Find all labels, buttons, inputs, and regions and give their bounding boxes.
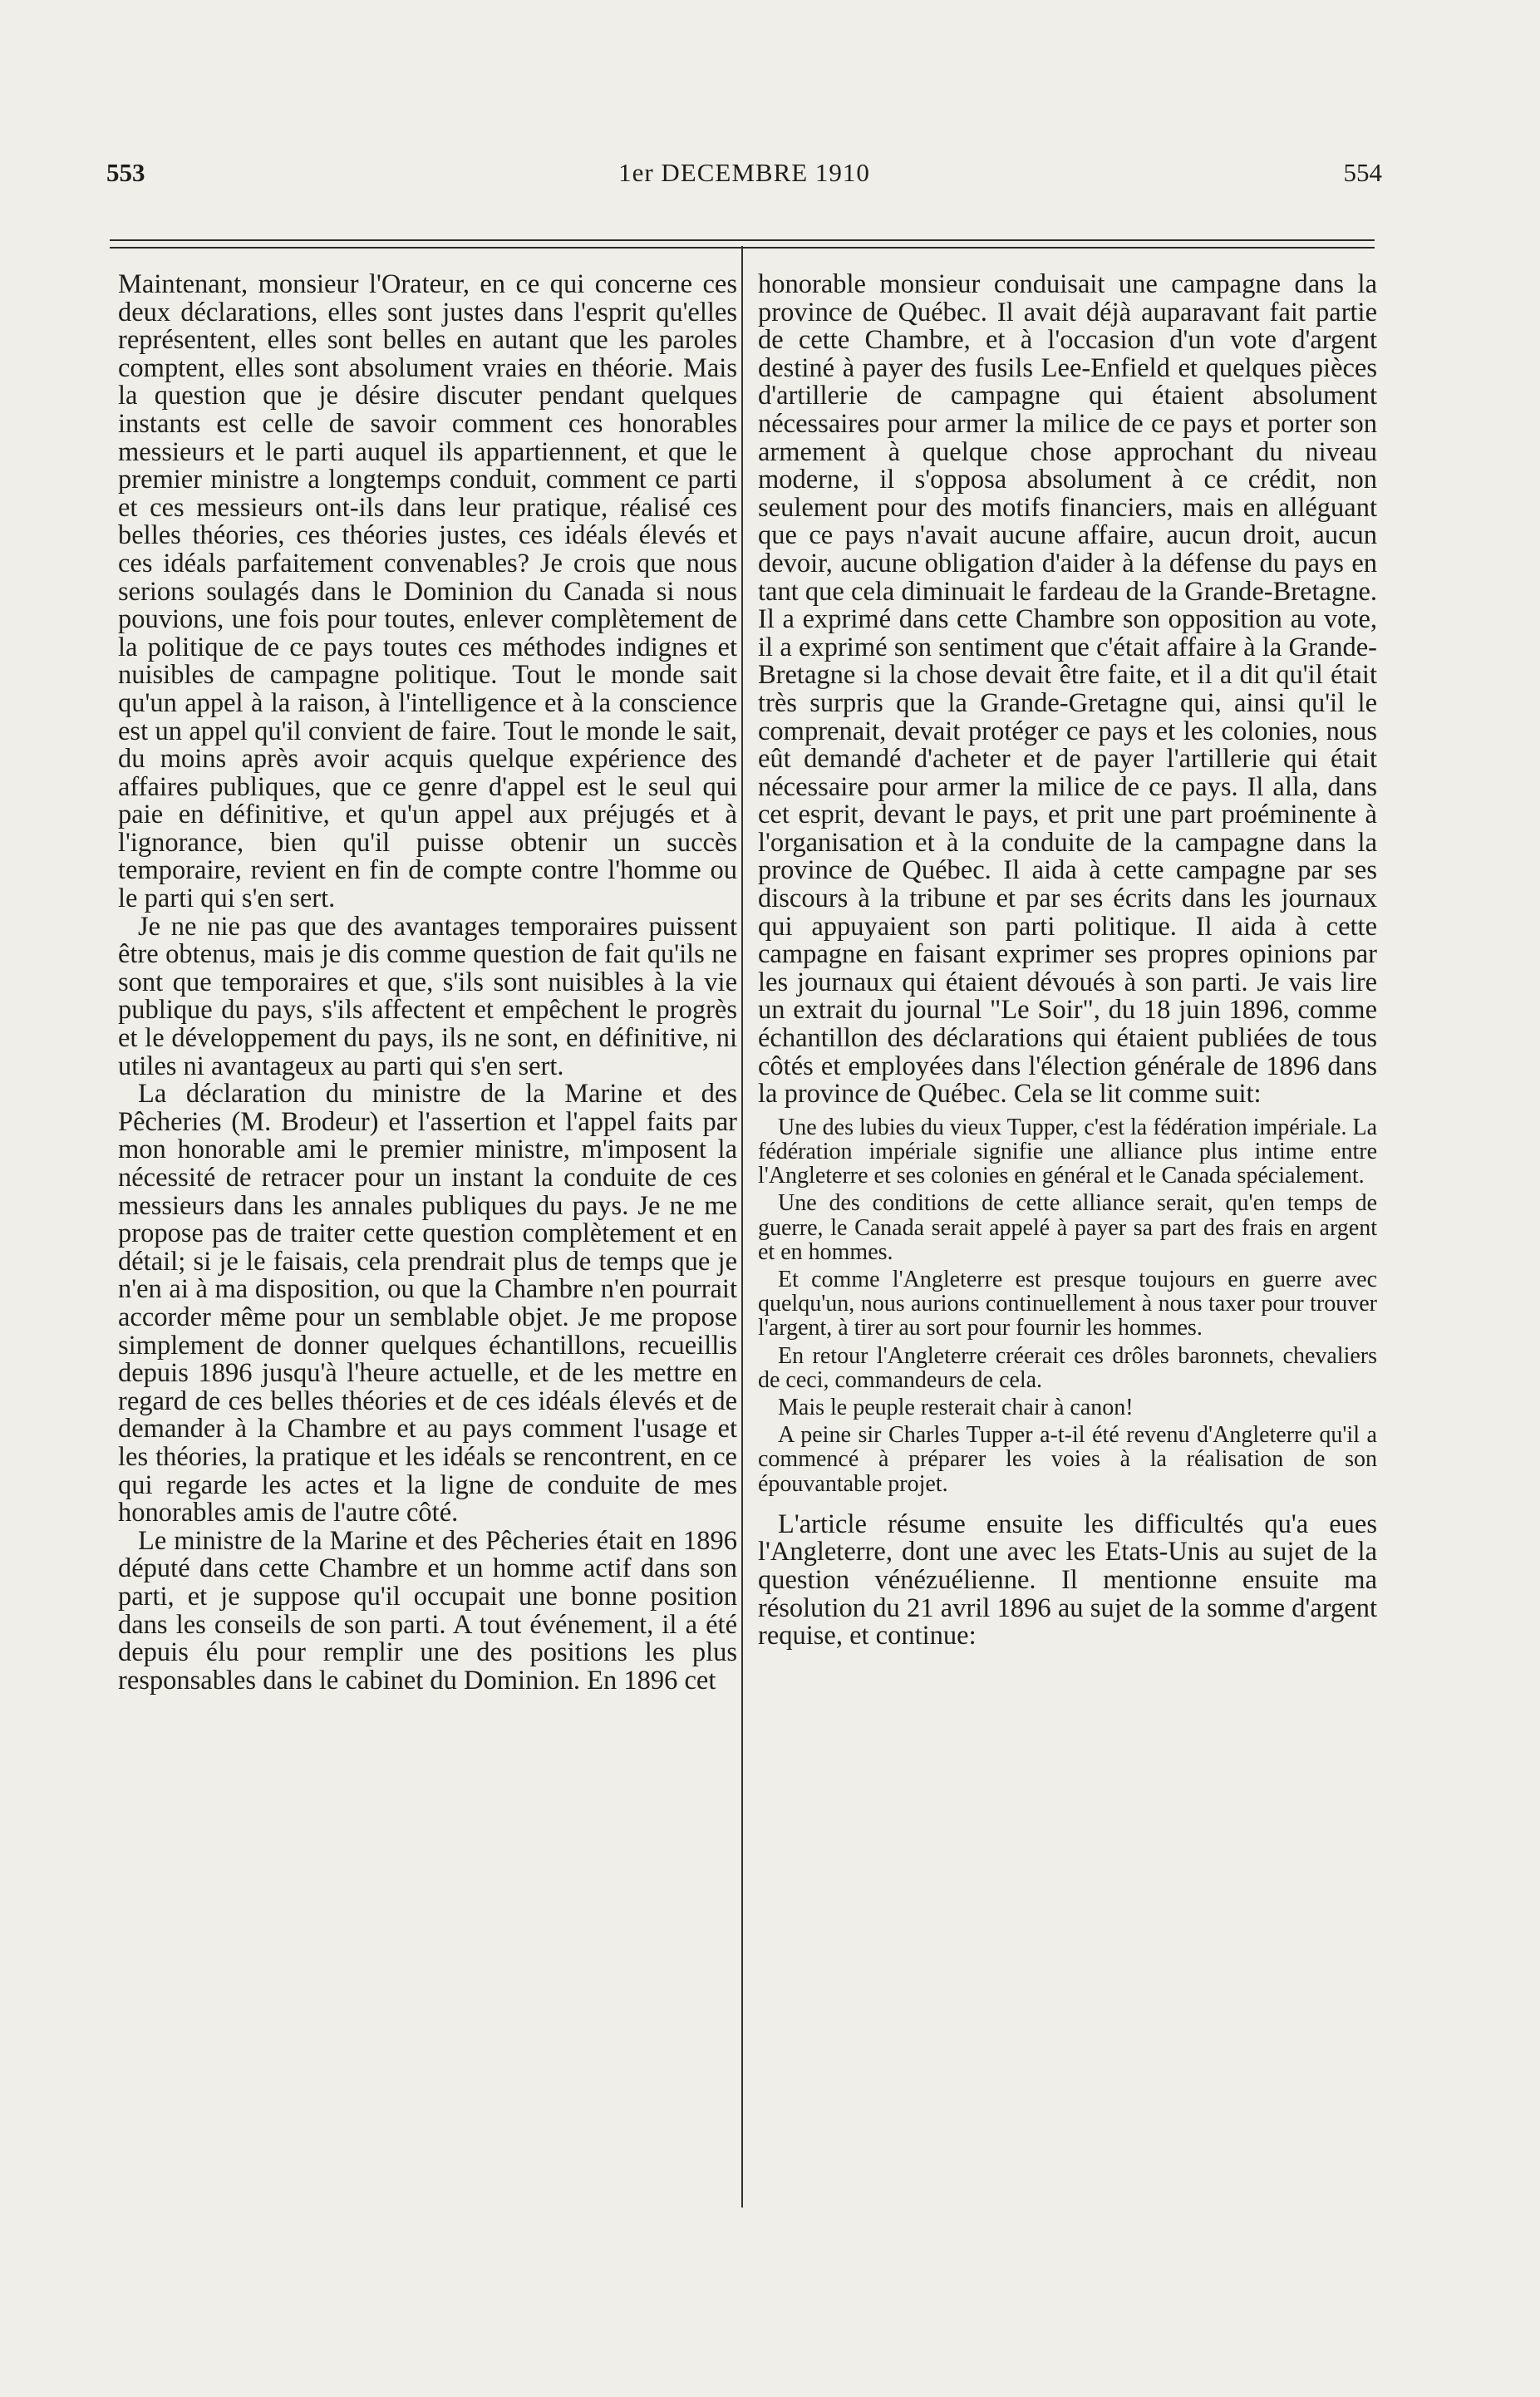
left-column (118, 271, 737, 1695)
paragraph: Je ne nie pas que des avantages temporaires puissent être obtenus, mais je dis comme question de fait qu'ils ne sont que temporaires et que, s'ils sont nuisibles à la vie publique du pays, s'ils affectent et empêchent le progrès et le développement du pays, ils ne sont, en définitive, ni utiles ni avantageux au parti qui s'en sert. (118, 911, 737, 1081)
paragraph: honorable monsieur conduisait une campagne dans la province de Québec. Il avait déjà auparavant fait partie de cette Chambre, et à l'occasion d'un vote d'argent destiné à payer des fusils Lee-Enfield et quelques pièces d'artillerie de campagne qui étaient absolument nécessaires pour armer la milice de ce pays et porter son armement à quelque chose approchant du niveau moderne, il s'opposa absolument à ce crédit, non seulement pour des motifs financiers, mais en alléguant que ce pays n'avait aucune affaire, aucun droit, aucun devoir, aucune obligation d'aider à la défense du pays en tant que cela diminuait le fardeau de la Grande-Bretagne. Il a exprimé dans cette Chambre son opposition au vote, il a exprimé son sentiment que c'était affaire à la Grande-Bretagne si la chose devait être faite, et il a dit qu'il était très surpris que la Grande-Gretagne qui, ainsi qu'il le comprenait, devait protéger ce pays et les colonies, nous eût demandé d'acheter et de payer l'artillerie qui était nécessaire pour armer la milice de ce pays. Il alla, dans cet esprit, devant le pays, et prit une part proéminente à l'organisation et à la conduite de la campagne dans la province de Québec. Il aida à cette campagne par ses discours à la tribune et par ses écrits dans les journaux qui appuyaient son parti politique. Il aida à cette campagne en faisant exprimer ses propres opinions par les journaux qui étaient dévoués à son parti. Je vais lire un extrait du journal "Le Soir", du 18 juin 1896, comme échantillon des déclarations qui étaient publiées de tous côtés et employées dans l'élection générale de 1896 dans la province de Québec. Cela se lit comme suit: (758, 269, 1377, 1110)
header-rule-right (700, 239, 1375, 249)
quote-paragraph: A peine sir Charles Tupper a-t-il été revenu d'Angleterre qu'il a commencé à préparer les voies à la réalisation de son épouvantable projet. (758, 1422, 1377, 1497)
quote-paragraph: Une des lubies du vieux Tupper, c'est la fédération impériale. La fédération impériale signifie une alliance plus intime entre l'Angleterre et ses colonies en général et le Canada spécialement. (758, 1114, 1377, 1189)
paragraph: Maintenant, monsieur l'Orateur, en ce qui concerne ces deux déclarations, elles sont justes dans l'esprit qu'elles représentent, elles sont belles en autant que les paroles comptent, elles sont absolument vraies en théorie. Mais la question que je désire discuter pendant quelques instants est celle de savoir comment ces honorables messieurs et le parti auquel ils appartiennent, et que le premier ministre a longtemps conduit, comment ce parti et ces messieurs ont-ils dans leur pratique, réalisé ces belles théories, ces théories justes, ces idéals élevés et ces idéals parfaitement convenables? Je crois que nous serions soulagés dans le Dominion du Canada si nous pouvions, une fois pour toutes, enlever complètement de la politique de ce pays toutes ces méthodes indignes et nuisibles de campagne politique. Tout le monde sait qu'un appel à la raison, à l'intelligence et à la conscience est un appel qu'il convient de faire. Tout le monde le sait, du moins après avoir acquis quelque expérience des affaires publiques, que ce genre d'appel est le seul qui paie en définitive, et qu'un appel aux préjugés et à l'ignorance, bien qu'il puisse obtenir un succès temporaire, revient en fin de compte contre l'homme ou le parti qui s'en sert. (118, 269, 737, 914)
paragraph: Le ministre de la Marine et des Pêcheries était en 1896 député dans cette Chambre et un homme actif dans son parti, et je suppose qu'il occupait une bonne position dans les conseils de son parti. A tout événement, il a été depuis élu pour remplir une des positions les plus responsables dans le cabinet du Dominion. En 1896 cet (118, 1525, 737, 1696)
paragraph: L'article résume ensuite les difficultés qu'a eues l'Angleterre, dont une avec les Etats-Unis au sujet de la question vénézuélienne. Il mentionne ensuite ma résolution du 21 avril 1896 au sujet de la somme d'argent requise, et continue: (758, 1509, 1377, 1651)
quote-paragraph: En retour l'Angleterre créerait ces drôles baronnets, chevaliers de ceci, commandeurs de cela. (758, 1342, 1377, 1393)
paragraph: La déclaration du ministre de la Marine et des Pêcheries (M. Brodeur) et l'assertion et l'appel faits par mon honorable ami le premier ministre, m'imposent la nécessité de retracer pour un instant la conduite de ces messieurs dans les annales publiques du pays. Je ne me propose pas de traiter cette question complètement et en détail; si je le faisais, cela prendrait plus de temps que je n'en ai à ma disposition, ou que la Chambre n'en pourrait accorder même pour un semblable objet. Je me propose simplement de donner quelques échantillons, recueillis depuis 1896 jusqu'à l'heure actuelle, et de les mettre en regard de ces belles théories et de ces idéals élevés et de demander à la Chambre et au pays comment l'usage et les théories, la pratique et les idéals se rencontrent, en ce qui regarde les actes et la ligne de conduite de mes honorables amis de l'autre côté. (118, 1079, 737, 1528)
newspaper-quotation (758, 1115, 1377, 1496)
page-header (106, 158, 1382, 204)
quote-paragraph: Mais le peuple resterait chair à canon! (778, 1395, 1134, 1421)
page-number-right: 554 (1343, 158, 1382, 187)
quote-paragraph: Une des conditions de cette alliance serait, qu'en temps de guerre, le Canada serait appelé à payer sa part des frais en argent et en hommes. (758, 1190, 1377, 1265)
quote-paragraph: Et comme l'Angleterre est presque toujours en guerre avec quelqu'un, nous aurions continuellement à nous taxer pour trouver l'argent, à tirer au sort pour fournir les hommes. (758, 1267, 1377, 1341)
right-column (758, 271, 1377, 1651)
page-number-left: 553 (106, 158, 145, 187)
page-date-title: 1er DECEMBRE 1910 (618, 158, 870, 187)
column-divider (741, 246, 743, 2208)
header-rule-left (110, 239, 741, 249)
